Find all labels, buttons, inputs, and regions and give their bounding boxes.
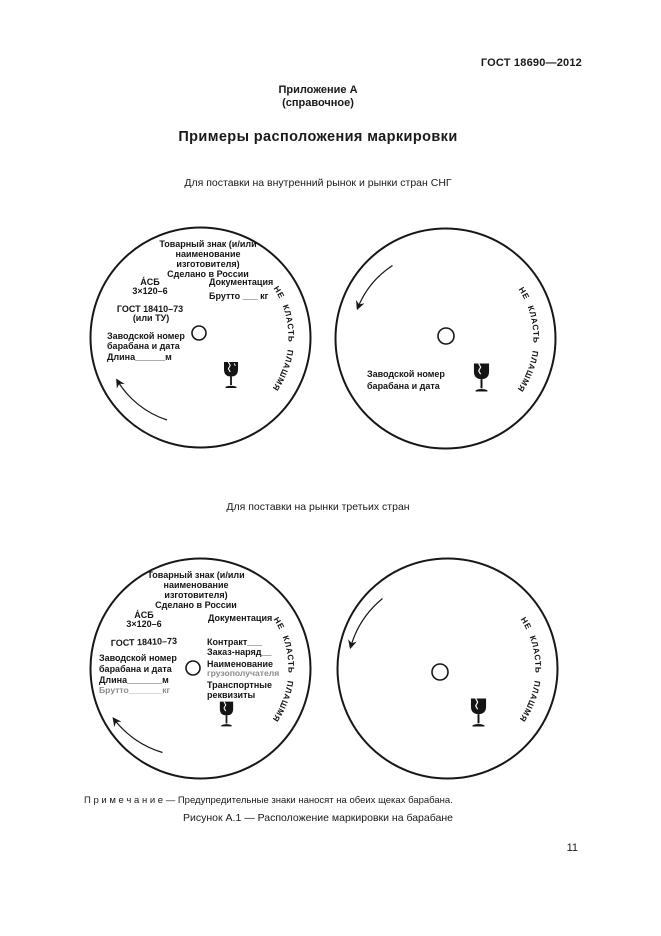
trademark-line: Товарный знак (и/или	[147, 570, 245, 580]
rotation-arrow	[114, 719, 163, 753]
page-title: Примеры расположения маркировки	[178, 129, 458, 145]
doc-number: ГОСТ 18690—2012	[480, 57, 582, 69]
page-number: 11	[566, 842, 578, 854]
drum-face-2	[333, 226, 558, 451]
cable-size: 3×120–6	[132, 286, 168, 296]
transport-line: реквизиты	[207, 690, 256, 700]
serial-line: Заводской номер	[367, 369, 445, 379]
serial-line: барабана и дата	[367, 381, 440, 391]
serial-line: Заводской номер	[99, 653, 177, 663]
serial-line: Заводской номер	[107, 331, 185, 341]
documentation-label: Документация	[208, 613, 273, 623]
drum-face-4	[335, 556, 560, 781]
made-in-russia-label: Сделано в России	[167, 269, 249, 279]
warning-curved-text: НЕ КЛАСТЬ ПЛАШМЯ	[270, 284, 296, 393]
rotation-arrow	[117, 380, 167, 420]
caption-domestic-market: Для поставки на внутренний рынок и рынки стран СНГ	[184, 177, 452, 189]
gross-weight-field: Брутто_______кг	[99, 685, 171, 695]
trademark-line: наименование	[175, 249, 241, 259]
drum-face-3	[88, 556, 313, 781]
gross-weight-field: Брутто ___ кг	[209, 291, 269, 301]
rotation-arrow	[351, 599, 383, 648]
fragile-glass-icon	[220, 702, 233, 727]
gost-ref: ГОСТ 18410–73	[110, 635, 178, 649]
warning-curved-text: НЕ КЛАСТЬ ПЛАШМЯ	[515, 285, 541, 394]
order-field: Заказ-наряд__	[207, 647, 272, 657]
length-field: Длина_______м	[99, 675, 169, 685]
cable-brand: А́СБ	[140, 277, 160, 287]
appendix-type: (справочное)	[282, 97, 354, 109]
made-in-russia-label: Сделано в России	[155, 600, 237, 610]
caption-third-countries: Для поставки на рынки третьих стран	[226, 501, 410, 513]
drum-face-1	[88, 225, 313, 450]
consignee-label: Наименование	[207, 659, 274, 669]
warning-curved-text: НЕ КЛАСТЬ ПЛАШМЯ	[270, 615, 296, 724]
rotation-arrow	[358, 266, 393, 309]
svg-text:НЕ КЛАСТЬ ПЛАШМЯ	[515, 286, 540, 394]
documentation-label: Документация	[209, 277, 274, 287]
serial-line: барабана и дата	[99, 664, 172, 674]
fragile-glass-icon	[474, 363, 489, 391]
appendix-title: Приложение А	[278, 84, 358, 96]
note-text: П р и м е ч а н и е — Предупредительные знаки наносят на обеих щеках барабана.	[84, 795, 453, 806]
transport-line: Транспортные	[207, 680, 272, 690]
contract-field: Контракт___	[207, 637, 263, 647]
length-field: Длина______м	[107, 352, 172, 362]
fragile-glass-icon	[471, 698, 486, 726]
trademark-line: изготовителя)	[176, 259, 240, 269]
hub-hole	[438, 328, 454, 344]
gost-ref-alt: (или ТУ)	[132, 313, 170, 323]
consignee-value: грузополучателя	[207, 668, 280, 678]
svg-text:НЕ КЛАСТЬ ПЛАШМЯ	[517, 616, 542, 724]
hub-hole	[432, 664, 448, 680]
drum-rim	[336, 229, 556, 449]
serial-line: барабана и дата	[107, 341, 180, 351]
fragile-glass-icon	[224, 362, 238, 388]
trademark-line: наименование	[163, 580, 229, 590]
svg-text:НЕ КЛАСТЬ ПЛАШМЯ	[270, 285, 295, 393]
warning-curved-text: НЕ КЛАСТЬ ПЛАШМЯ	[517, 615, 543, 724]
cable-size: 3×120–6	[126, 619, 162, 629]
cable-brand: А́СБ	[134, 610, 154, 620]
hub-hole	[186, 661, 200, 675]
trademark-line: Товарный знак (и/или	[159, 239, 257, 249]
trademark-line: изготовителя)	[164, 590, 228, 600]
figure-caption: Рисунок А.1 — Расположение маркировки на барабане	[183, 812, 453, 824]
appendix-heading	[0, 84, 636, 110]
gost-ref: ГОСТ 18410–73	[116, 304, 184, 314]
hub-hole	[192, 326, 206, 340]
